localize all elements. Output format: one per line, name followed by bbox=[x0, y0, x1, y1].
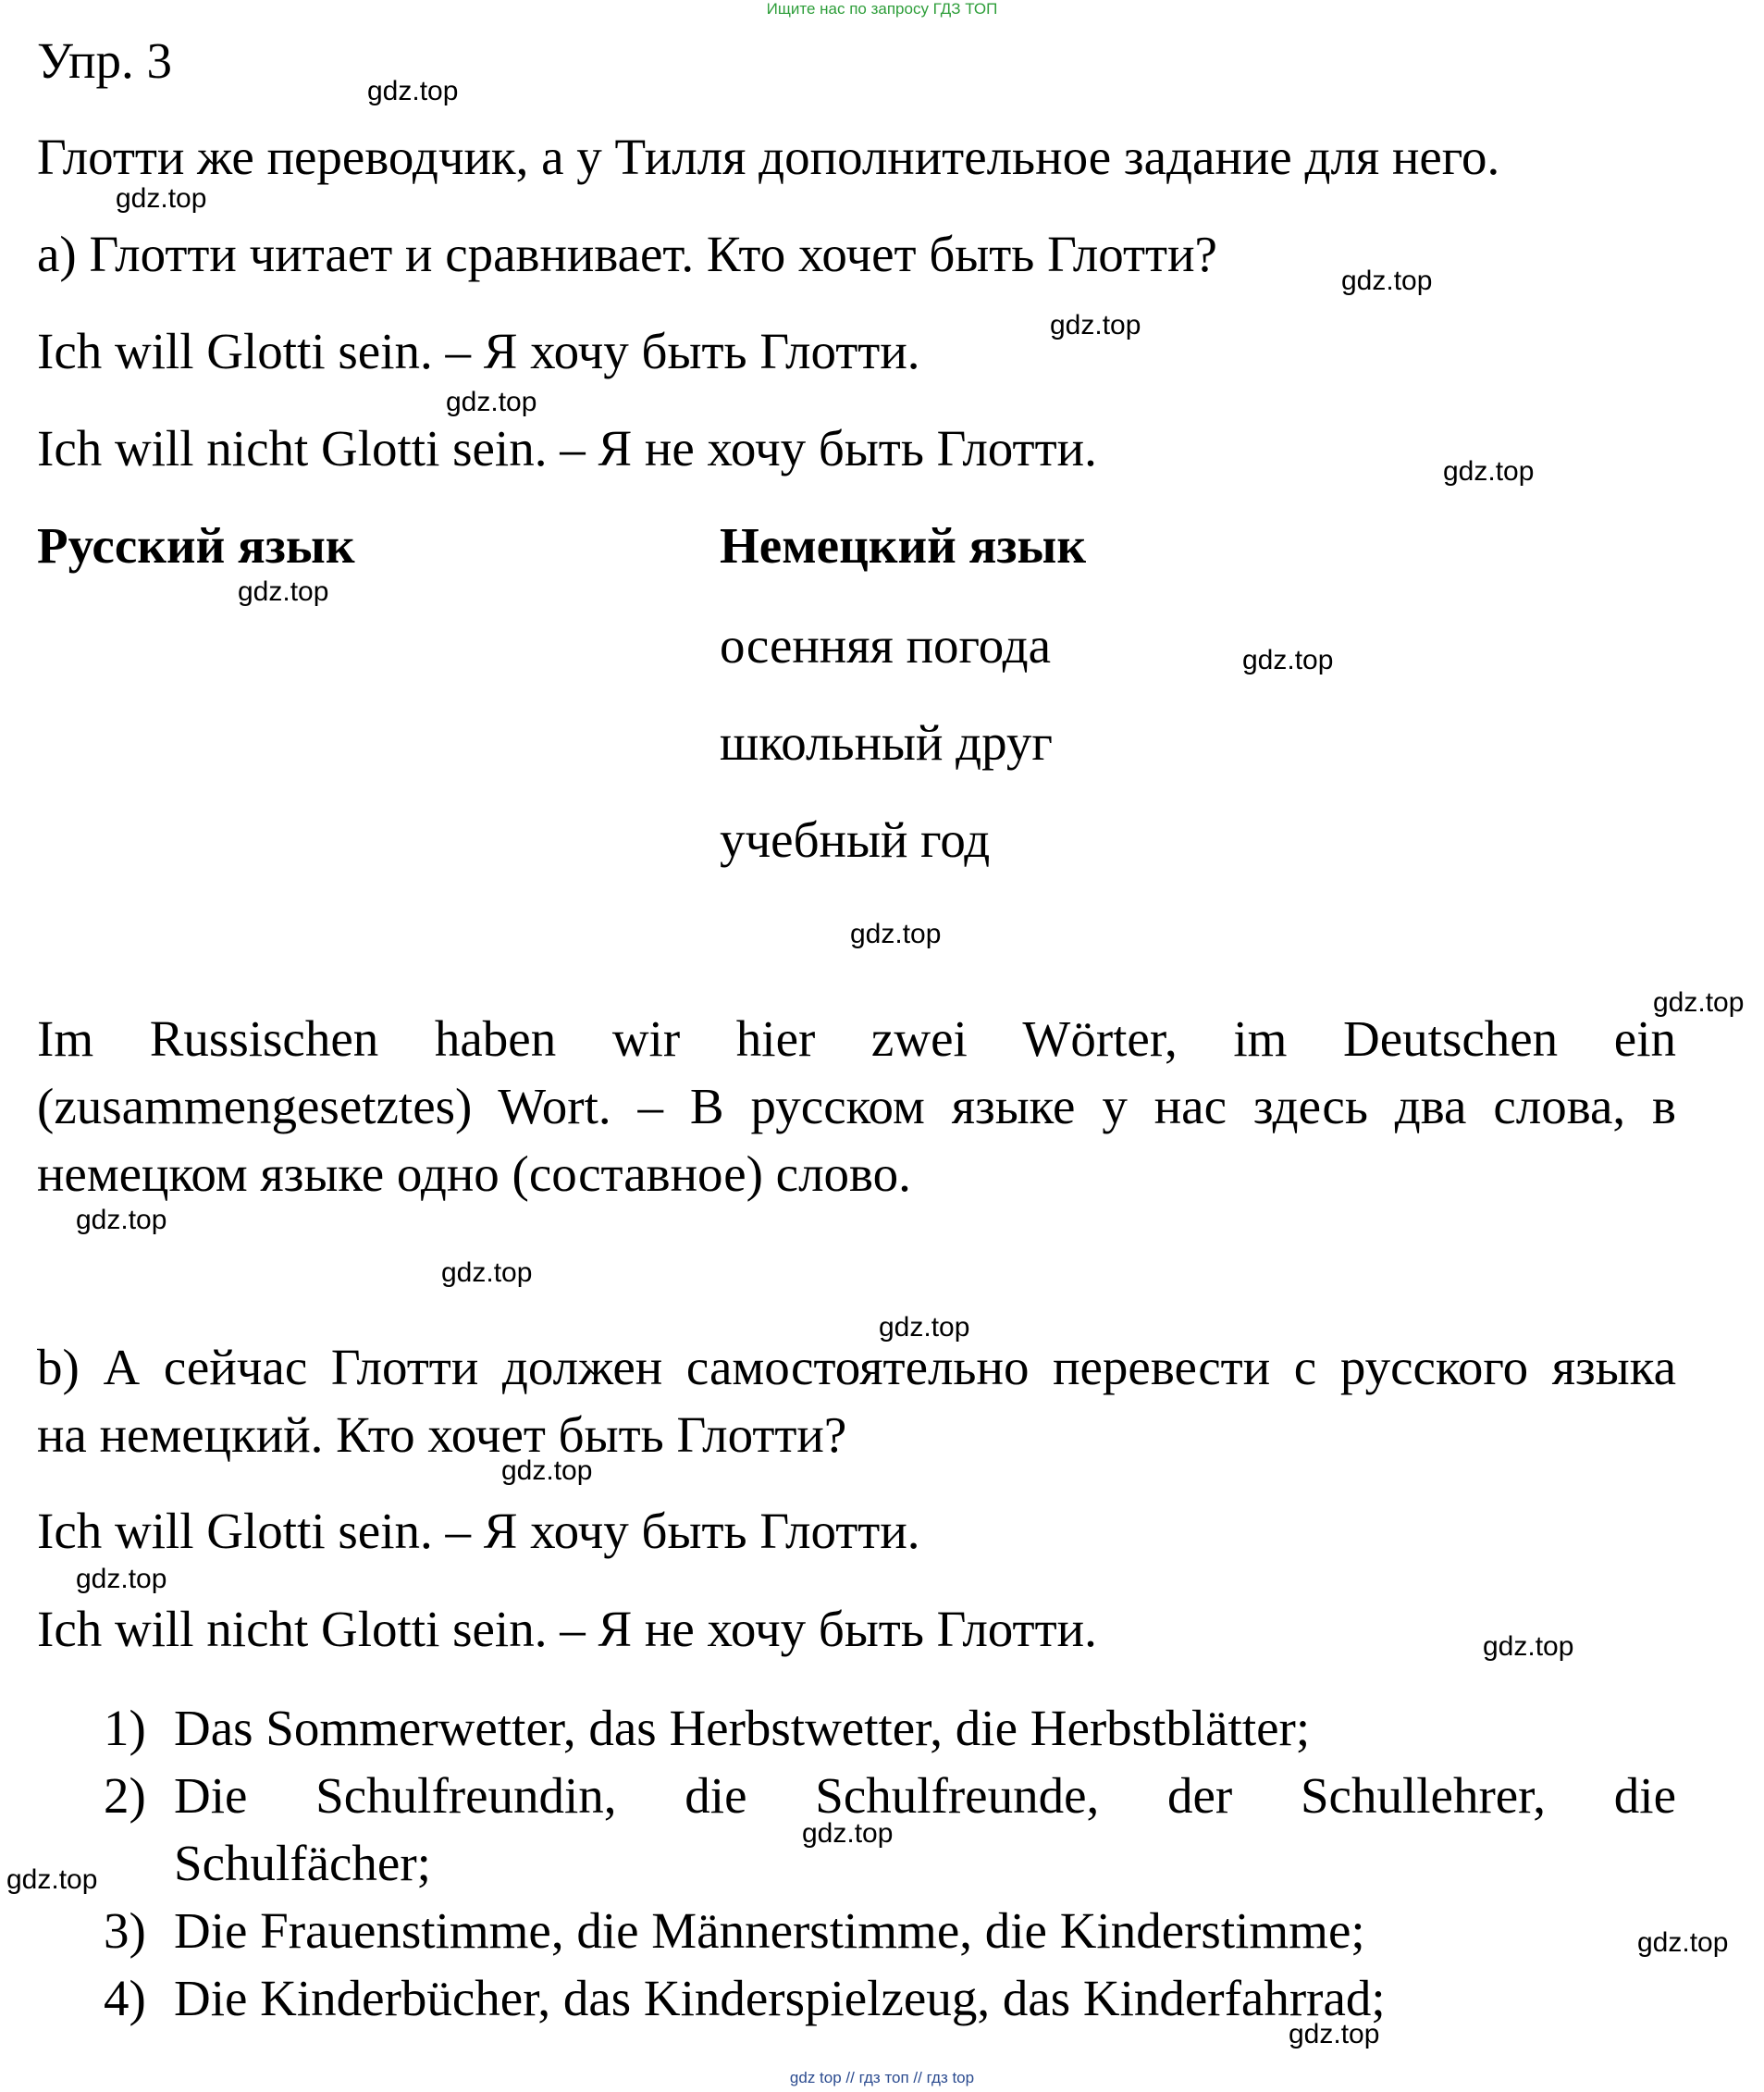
watermark: gdz.top bbox=[6, 1864, 98, 1895]
watermark: gdz.top bbox=[1242, 645, 1334, 675]
explanation-line: Im Russischen haben wir hier zwei Wörter, im Deutschen ein bbox=[37, 1010, 1676, 1067]
table-header-russian: Русский язык bbox=[37, 517, 355, 574]
bottom-banner[interactable]: gdz top // гдз топ // гдз top bbox=[789, 2069, 975, 2086]
watermark: gdz.top bbox=[1653, 987, 1745, 1018]
watermark: gdz.top bbox=[1483, 1631, 1574, 1662]
part-a-answer-yes: Ich will Glotti sein. – Я хочу быть Глотти. bbox=[37, 323, 920, 379]
watermark: gdz.top bbox=[367, 76, 459, 106]
part-b-answer-yes: Ich will Glotti sein. – Я хочу быть Глотти. bbox=[37, 1503, 920, 1559]
watermark: gdz.top bbox=[1341, 266, 1433, 296]
watermark: gdz.top bbox=[116, 183, 207, 214]
watermark: gdz.top bbox=[1289, 2019, 1380, 2049]
watermark: gdz.top bbox=[802, 1818, 894, 1849]
watermark: gdz.top bbox=[238, 576, 329, 607]
watermark: gdz.top bbox=[850, 919, 942, 949]
part-a-answer-no: Ich will nicht Glotti sein. – Я не хочу быть Глотти. bbox=[37, 420, 1097, 477]
watermark: gdz.top bbox=[76, 1564, 167, 1594]
table-row: школьный друг bbox=[720, 714, 1053, 771]
watermark: gdz.top bbox=[1637, 1927, 1729, 1958]
table-row: учебный год bbox=[720, 811, 991, 868]
part-b-prompt-line: b) А сейчас Глотти должен самостоятельно перевести с русского языка bbox=[37, 1339, 1676, 1395]
part-b-prompt-line: на немецкий. Кто хочет быть Глотти? bbox=[37, 1406, 847, 1463]
intro-text: Глотти же переводчик, а у Тилля дополнительное задание для него. bbox=[37, 129, 1500, 185]
watermark: gdz.top bbox=[879, 1312, 970, 1343]
top-banner[interactable]: Ищите нас по запросу ГДЗ ТОП bbox=[766, 0, 998, 18]
watermark: gdz.top bbox=[1443, 456, 1535, 487]
list-text: Schulfächer; bbox=[174, 1835, 431, 1891]
list-item bbox=[104, 1694, 1676, 1762]
list-text: Das Sommerwetter, das Herbstwetter, die Herbstblätter; bbox=[174, 1700, 1311, 1756]
list-item bbox=[104, 1897, 1676, 1964]
part-b-answer-no: Ich will nicht Glotti sein. – Я не хочу быть Глотти. bbox=[37, 1601, 1097, 1657]
watermark: gdz.top bbox=[446, 387, 537, 417]
table-header-german: Немецкий язык bbox=[720, 517, 1087, 574]
watermark: gdz.top bbox=[1050, 310, 1141, 340]
watermark: gdz.top bbox=[76, 1205, 167, 1235]
part-a-prompt: a) Глотти читает и сравнивает. Кто хочет быть Глотти? bbox=[37, 226, 1217, 282]
explanation-paragraph bbox=[37, 1005, 1676, 1207]
exercise-title: Упр. 3 bbox=[37, 32, 173, 89]
table-row: осенняя погода bbox=[720, 617, 1052, 674]
list-number: 1) bbox=[104, 1700, 146, 1756]
explanation-line: немецком языке одно (составное) слово. bbox=[37, 1145, 911, 1202]
watermark: gdz.top bbox=[441, 1257, 533, 1288]
list-text: Die Kinderbücher, das Kinderspielzeug, das Kinderfahrrad; bbox=[174, 1970, 1386, 2026]
part-b-prompt bbox=[37, 1333, 1676, 1468]
watermark: gdz.top bbox=[501, 1455, 593, 1486]
list-number: 3) bbox=[104, 1902, 146, 1959]
explanation-line: (zusammengesetztes) Wort. – В русском языке у нас здесь два слова, в bbox=[37, 1078, 1676, 1134]
list-number: 2) bbox=[104, 1767, 146, 1824]
list-text: Die Schulfreundin, die Schulfreunde, der Schullehrer, die bbox=[174, 1767, 1676, 1824]
list-text: Die Frauenstimme, die Männerstimme, die Kinderstimme; bbox=[174, 1902, 1365, 1959]
list-number: 4) bbox=[104, 1970, 146, 2026]
list-item bbox=[104, 1964, 1676, 2032]
